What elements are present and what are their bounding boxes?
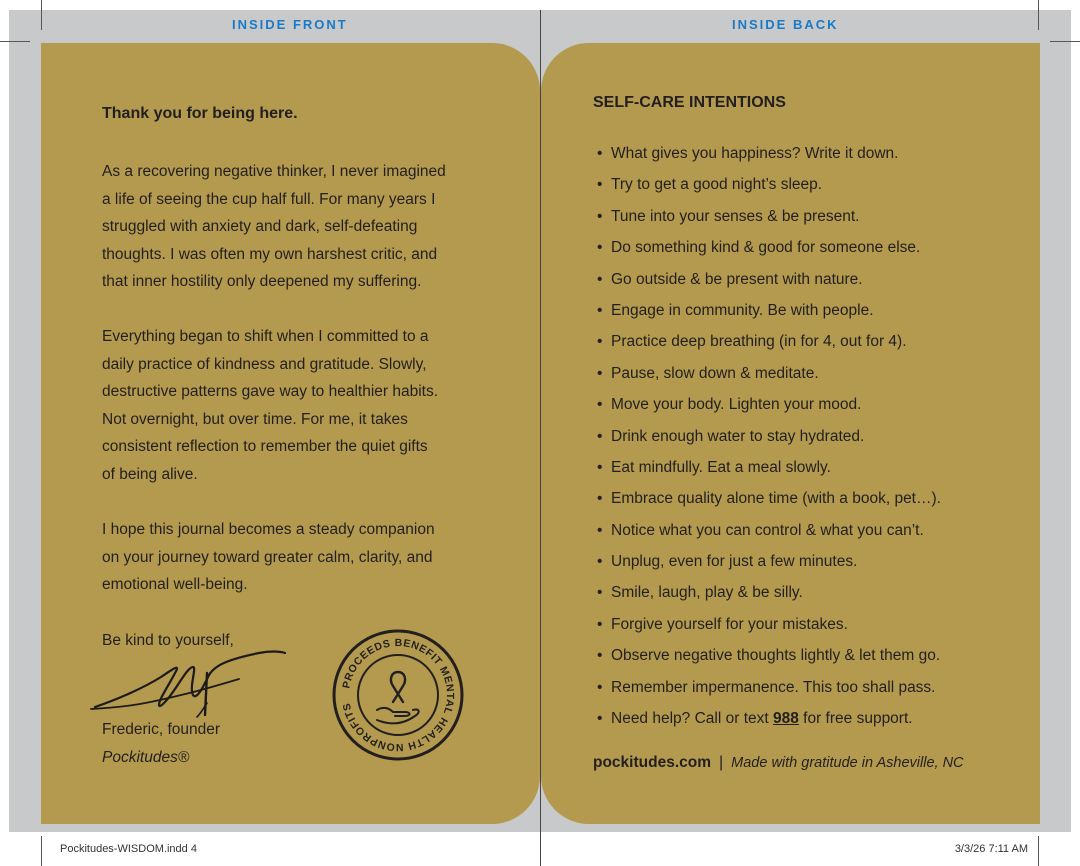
signer-line: Frederic, founder (102, 721, 221, 738)
front-heading: Thank you for being here. (102, 105, 298, 122)
print-file-name: Pockitudes-WISDOM.indd 4 (60, 843, 197, 855)
list-item (597, 326, 941, 357)
brand-line: Pockitudes® (102, 749, 190, 766)
text-line: Not overnight, but over time. For me, it takes (102, 410, 408, 428)
list-item-text: Eat mindfully. Eat a meal slowly. (611, 458, 831, 476)
text-line: consistent reflection to remember the quiet gifts (102, 438, 428, 455)
crop-mark (1038, 0, 1039, 30)
bullet: • (597, 678, 603, 696)
crop-mark (41, 0, 42, 30)
website-url: pockitudes.com (593, 754, 711, 771)
list-item (597, 389, 941, 420)
bullet: • (597, 521, 603, 539)
list-item (597, 483, 941, 514)
list-item (597, 201, 941, 232)
bullet: • (597, 553, 603, 571)
bullet: • (597, 427, 603, 445)
text-line: of being alive. (102, 465, 198, 483)
list-item-text: Tune into your senses & be present. (611, 207, 860, 225)
bullet: • (597, 145, 603, 162)
list-item (597, 421, 941, 452)
print-timestamp: 3/3/26 7:11 AM (954, 843, 1028, 855)
list-item-text: Smile, laugh, play & be silly. (611, 584, 803, 602)
bullet: • (597, 584, 603, 602)
signature-graphic (89, 643, 289, 723)
bullet: • (597, 301, 603, 319)
list-item (597, 295, 941, 326)
bullet: • (597, 458, 603, 476)
inside-back-panel (541, 43, 1040, 824)
bullet: • (597, 364, 603, 382)
list-item (597, 452, 941, 483)
help-suffix: for free support. (798, 710, 913, 728)
footer-separator: | (719, 754, 724, 771)
proceeds-seal-logo (331, 628, 465, 762)
list-item-text: Forgive yourself for your mistakes. (611, 615, 848, 633)
list-item (597, 264, 941, 295)
list-item (597, 169, 941, 200)
bullet: • (597, 710, 603, 728)
help-number: 988 (772, 710, 799, 728)
front-paragraph-1 (102, 158, 482, 296)
text-line: on your journey toward greater calm, clarity, and (102, 548, 433, 566)
seal-text: PROCEEDS BENEFIT MENTAL HEALTH NONPROFITS (340, 636, 457, 754)
text-line: a life of seeing the cup half full. For many years I (102, 190, 436, 208)
list-item (597, 546, 941, 577)
list-item-text: Notice what you can control & what you can’t. (611, 521, 924, 539)
footer-line (593, 754, 964, 772)
inside-front-panel (41, 43, 540, 824)
text-line: daily practice of kindness and gratitude. Slowly, (102, 355, 427, 373)
fold-line (540, 832, 541, 866)
inside-back-label: INSIDE BACK (732, 17, 839, 32)
text-line: that inner hostility only deepened my suffering. (102, 273, 422, 290)
bullet: • (597, 207, 603, 225)
inside-front-label: INSIDE FRONT (232, 17, 348, 32)
self-care-list (597, 138, 941, 734)
list-item-text: Drink enough water to stay hydrated. (611, 427, 865, 445)
list-item (597, 577, 941, 608)
text-line: destructive patterns gave way to healthier habits. (102, 383, 439, 400)
text-line: struggled with anxiety and dark, self-defeating (102, 218, 418, 235)
list-item-text: Do something kind & good for someone else. (611, 239, 921, 257)
bullet: • (597, 396, 603, 414)
list-item-text: Try to get a good night’s sleep. (611, 176, 823, 194)
list-item-text: Observe negative thoughts lightly & let them go. (611, 647, 941, 665)
crop-mark (1038, 836, 1039, 866)
list-item (597, 640, 941, 671)
bullet: • (597, 239, 603, 257)
made-with-text: Made with gratitude in Asheville, NC (731, 755, 964, 771)
list-item-text: What gives you happiness? Write it down. (611, 145, 899, 162)
front-paragraph-2 (102, 323, 482, 488)
bullet: • (597, 490, 603, 508)
bullet: • (597, 647, 603, 665)
crop-mark (0, 41, 30, 42)
list-item-text: Pause, slow down & meditate. (611, 364, 819, 382)
list-item (597, 232, 941, 263)
text-line: As a recovering negative thinker, I never imagined (102, 163, 446, 180)
list-item (597, 609, 941, 640)
bullet: • (597, 615, 603, 633)
list-item-text: Remember impermanence. This too shall pass. (611, 678, 936, 696)
list-item (597, 672, 941, 703)
text-line: thoughts. I was often my own harshest critic, and (102, 245, 438, 263)
bullet: • (597, 270, 603, 288)
fold-line (540, 10, 541, 832)
closing-line: Be kind to yourself, (102, 632, 234, 649)
list-item-text: Engage in community. Be with people. (611, 301, 874, 319)
bullet: • (597, 176, 603, 194)
list-item (597, 515, 941, 546)
list-item-text: Embrace quality alone time (with a book, pet…). (611, 490, 941, 508)
self-care-heading: SELF-CARE INTENTIONS (593, 94, 786, 111)
text-line: emotional well-being. (102, 576, 248, 593)
text-line: Everything began to shift when I committed to a (102, 328, 429, 345)
crop-mark (41, 836, 42, 866)
list-item-text: Practice deep breathing (in for 4, out for 4). (611, 333, 907, 351)
list-item-text: Move your body. Lighten your mood. (611, 396, 862, 414)
help-list-item (597, 703, 941, 734)
list-item (597, 138, 941, 169)
bullet: • (597, 333, 603, 351)
front-paragraph-3 (102, 516, 482, 599)
list-item-text: Go outside & be present with nature. (611, 270, 863, 288)
crop-mark (1050, 41, 1080, 42)
list-item-text: Unplug, even for just a few minutes. (611, 553, 858, 571)
text-line: I hope this journal becomes a steady companion (102, 521, 435, 538)
help-prefix: Need help? Call or text (611, 710, 773, 728)
list-item (597, 358, 941, 389)
